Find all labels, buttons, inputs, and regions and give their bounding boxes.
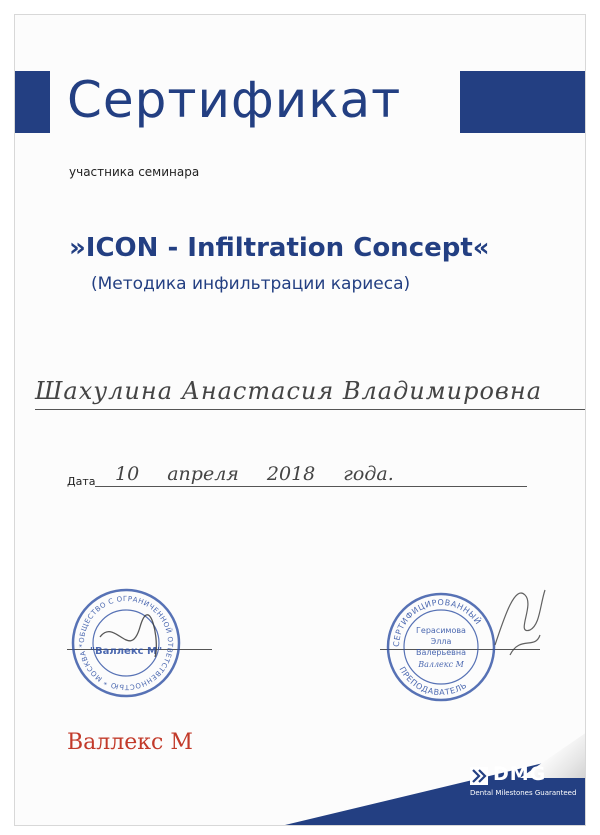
dmg-logo-text: DMG <box>493 763 547 785</box>
company-seal-stamp <box>70 587 182 699</box>
participant-name: Шахулина Анастасия Владимировна <box>35 377 543 405</box>
stamp-line-1: Герасимова <box>416 626 466 635</box>
header-bar-right <box>460 71 585 133</box>
date-value: 10 апреля 2018 года. <box>115 463 394 485</box>
name-underline <box>35 409 585 410</box>
seal-ring-text: ОБЩЕСТВО С ОГРАНИЧЕННОЙ ОТВЕТСТВЕННОСТЬЮ * МОСКВА * <box>77 594 175 692</box>
right-signature <box>485 575 555 665</box>
instructor-stamp <box>385 591 497 703</box>
date-label: Дата <box>67 475 96 488</box>
seal-center-text: "Валлекс М" <box>89 646 163 657</box>
certificate-subtitle: участника семинара <box>69 165 200 179</box>
certificate-page <box>14 14 586 826</box>
header-bar-left <box>15 71 50 133</box>
certificate-title: Сертификат <box>67 71 402 129</box>
course-title: »ICON - Infiltration Concept« <box>69 233 490 263</box>
stamp-line-3: Валерьевна <box>416 648 466 657</box>
dmg-tagline: Dental Milestones Guaranteed <box>470 789 577 797</box>
svg-text:ОБЩЕСТВО С ОГРАНИЧЕННОЙ ОТВЕТС <box>78 595 174 691</box>
stamp-line-2: Элла <box>430 637 452 646</box>
date-underline <box>95 486 527 487</box>
stamp-bottom-text: ПРЕПОДАВАТЕЛЬ <box>397 665 469 698</box>
course-subtitle: (Методика инфильтрации кариеса) <box>91 274 411 294</box>
svg-text:ПРЕПОДАВАТЕЛЬ <box>398 665 469 697</box>
stamp-top-text: СЕРТИФИЦИРОВАННЫЙ <box>391 597 483 648</box>
dmg-logo-icon <box>470 767 488 785</box>
vallex-logo: Валлекс М <box>67 730 193 755</box>
stamp-line-4: Валлекс М <box>418 660 464 669</box>
